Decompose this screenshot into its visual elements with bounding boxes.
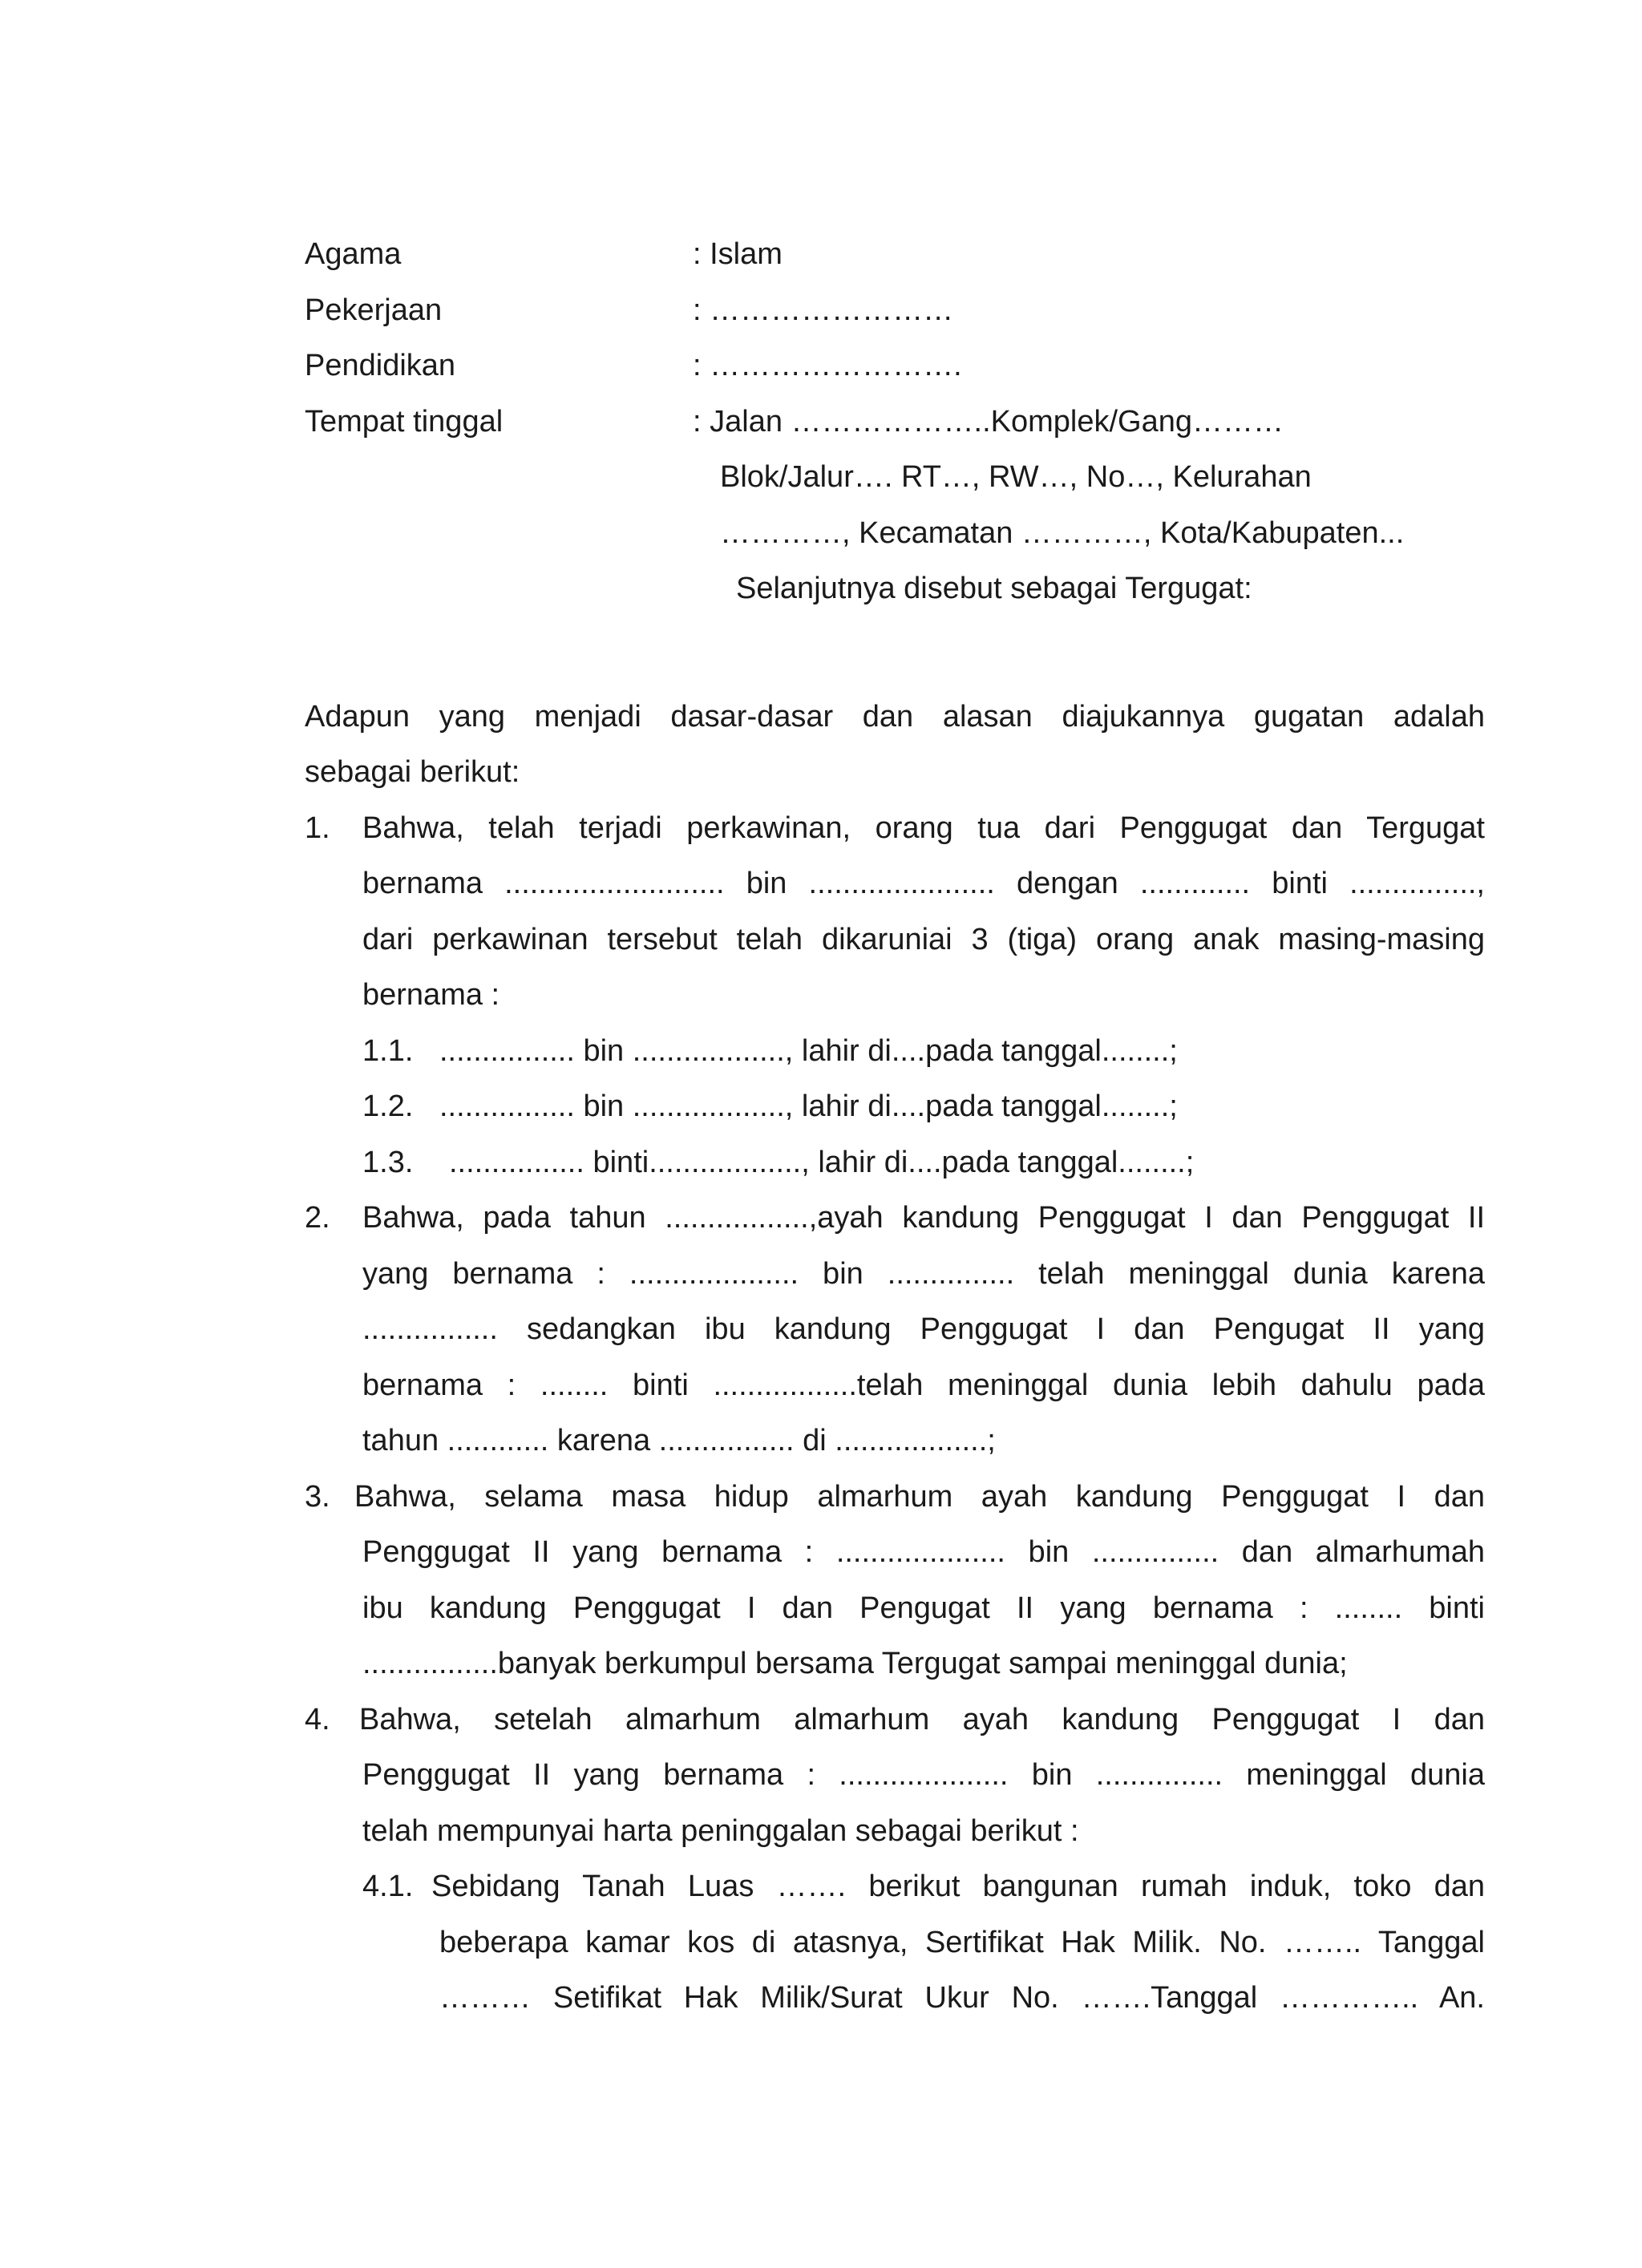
address-line: Blok/Jalur…. RT…, RW…, No…, Kelurahan — [720, 460, 1312, 494]
sub-item-4-1 — [305, 1859, 1485, 2027]
item-number: 3. — [305, 1479, 330, 1514]
item-line: bernama .......................... bin ...................... dengan ............. binti ..............., — [362, 867, 1485, 900]
numbered-item-2 — [305, 1191, 1485, 1470]
identity-label: Agama — [305, 237, 402, 271]
address-line: …………, Kecamatan …………, Kota/Kabupaten... — [720, 515, 1405, 550]
item-line: telah mempunyai harta peninggalan sebagai berikut : — [362, 1813, 1079, 1848]
sub-item-line: ……… Setifikat Hak Milik/Surat Ukur No. …….Tanggal ………….. An. — [439, 1981, 1485, 2015]
sub-item-number: 4.1. — [362, 1870, 414, 1903]
sub-item-number: 1.1. — [362, 1033, 414, 1068]
item-line: Bahwa, selama masa hidup almarhum ayah kandung Penggugat I dan — [354, 1479, 1485, 1514]
item-line: dari perkawinan tersebut telah dikaruniai 3 (tiga) orang anak masing-masing — [362, 922, 1485, 956]
sub-item-text: ................ bin .................., lahir di....pada tanggal........; — [439, 1033, 1178, 1068]
document-body — [305, 227, 1485, 2027]
identity-row-pekerjaan — [305, 283, 1485, 339]
party-designation: Selanjutnya disebut sebagai Tergugat: — [736, 572, 1252, 605]
item-line: Bahwa, setelah almarhum almarhum ayah kandung Penggugat I dan — [359, 1702, 1485, 1736]
identity-row-tempat-tinggal — [305, 394, 1485, 451]
numbered-item-1 — [305, 801, 1485, 1191]
section-gap — [305, 617, 1485, 689]
identity-row-pendidikan — [305, 338, 1485, 394]
intro-line: sebagai berikut: — [305, 755, 520, 789]
identity-row-agama — [305, 227, 1485, 283]
item-line: ................ sedangkan ibu kandung Penggugat I dan Pengugat II yang — [362, 1312, 1485, 1346]
sub-item-text: ................ bin .................., lahir di....pada tanggal........; — [439, 1090, 1178, 1123]
sub-item-line: Sebidang Tanah Luas ……. berikut bangunan rumah induk, toko dan — [431, 1870, 1485, 1903]
item-line: Penggugat II yang bernama : .................... bin ............... dan almarhumah — [362, 1535, 1485, 1569]
item-line: Penggugat II yang bernama : .................... bin ............... meninggal dunia — [362, 1758, 1485, 1792]
identity-label: Pekerjaan — [305, 293, 443, 327]
item-number: 2. — [305, 1201, 330, 1235]
identity-value: : ……………………. — [693, 349, 962, 382]
sub-item-1-2 — [305, 1079, 1485, 1135]
sub-item-number: 1.2. — [362, 1090, 414, 1123]
numbered-item-3 — [305, 1470, 1485, 1692]
item-number: 1. — [305, 811, 330, 845]
identity-value: : …………………… — [693, 293, 954, 327]
identity-label: Tempat tinggal — [305, 404, 504, 439]
identity-value: : Islam — [693, 237, 783, 271]
numbered-item-4 — [305, 1692, 1485, 2027]
sub-item-1-3 — [305, 1135, 1485, 1191]
item-line: bernama : — [362, 978, 500, 1012]
item-line: bernama : ........ binti .................telah meninggal dunia lebih dahulu pada — [362, 1368, 1485, 1402]
item-line: tahun ............ karena ................ di ..................; — [362, 1424, 996, 1457]
identity-value: : Jalan ………………..Komplek/Gang……… — [693, 404, 1284, 439]
identity-label: Pendidikan — [305, 349, 456, 382]
item-line: Bahwa, telah terjadi perkawinan, orang tua dari Penggugat dan Tergugat — [362, 811, 1485, 845]
item-line: ................banyak berkumpul bersama Tergugat sampai meninggal dunia; — [362, 1647, 1348, 1680]
item-line: Bahwa, pada tahun .................,ayah kandung Penggugat I dan Penggugat II — [362, 1201, 1485, 1235]
item-line: ibu kandung Penggugat I dan Pengugat II yang bernama : ........ binti — [362, 1591, 1485, 1625]
sub-item-number: 1.3. — [362, 1145, 414, 1179]
sub-item-text: ................ binti.................., lahir di....pada tanggal........; — [449, 1145, 1195, 1179]
item-line: yang bernama : .................... bin ............... telah meninggal dunia karena — [362, 1256, 1485, 1291]
sub-item-1-1 — [305, 1024, 1485, 1080]
item-number: 4. — [305, 1702, 330, 1736]
intro-line: Adapun yang menjadi dasar-dasar dan alasan diajukannya gugatan adalah — [305, 699, 1485, 734]
sub-item-line: beberapa kamar kos di atasnya, Sertifikat Hak Milik. No. …….. Tanggal — [439, 1925, 1485, 1959]
